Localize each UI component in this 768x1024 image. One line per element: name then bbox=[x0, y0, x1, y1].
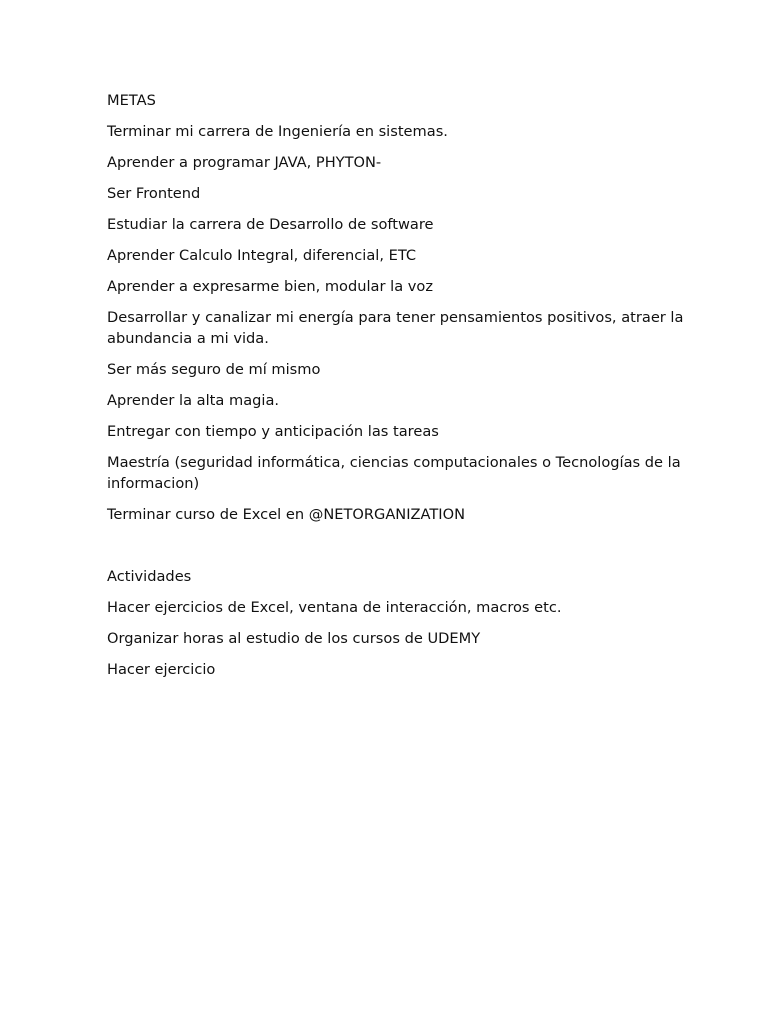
meta-item: Aprender la alta magia. bbox=[107, 392, 280, 409]
meta-item: Entregar con tiempo y anticipación las tareas bbox=[107, 423, 439, 440]
actividad-item: Hacer ejercicios de Excel, ventana de interacción, macros etc. bbox=[107, 599, 562, 616]
meta-item: Aprender Calculo Integral, diferencial, ETC bbox=[107, 247, 417, 264]
actividad-item: Hacer ejercicio bbox=[107, 661, 216, 678]
actividad-item: Organizar horas al estudio de los cursos de UDEMY bbox=[107, 630, 481, 647]
section-gap bbox=[107, 535, 687, 556]
meta-item: Aprender a expresarme bien, modular la voz bbox=[107, 278, 434, 295]
meta-item: Desarrollar y canalizar mi energía para tener pensamientos positivos, atraer la abundancia a mi vida. bbox=[107, 309, 689, 347]
meta-item: Ser más seguro de mí mismo bbox=[107, 361, 321, 378]
meta-item: Ser Frontend bbox=[107, 185, 201, 202]
meta-item: Maestría (seguridad informática, ciencias computacionales o Tecnologías de la informacion) bbox=[107, 454, 686, 492]
meta-item: Aprender a programar JAVA, PHYTON- bbox=[107, 154, 382, 171]
meta-item: Terminar curso de Excel en @NETORGANIZATION bbox=[107, 506, 466, 523]
document-body bbox=[107, 90, 687, 690]
meta-item: Estudiar la carrera de Desarrollo de software bbox=[107, 216, 434, 233]
actividades-heading: Actividades bbox=[107, 568, 192, 585]
metas-heading: METAS bbox=[107, 92, 156, 109]
meta-item: Terminar mi carrera de Ingeniería en sistemas. bbox=[107, 123, 448, 140]
